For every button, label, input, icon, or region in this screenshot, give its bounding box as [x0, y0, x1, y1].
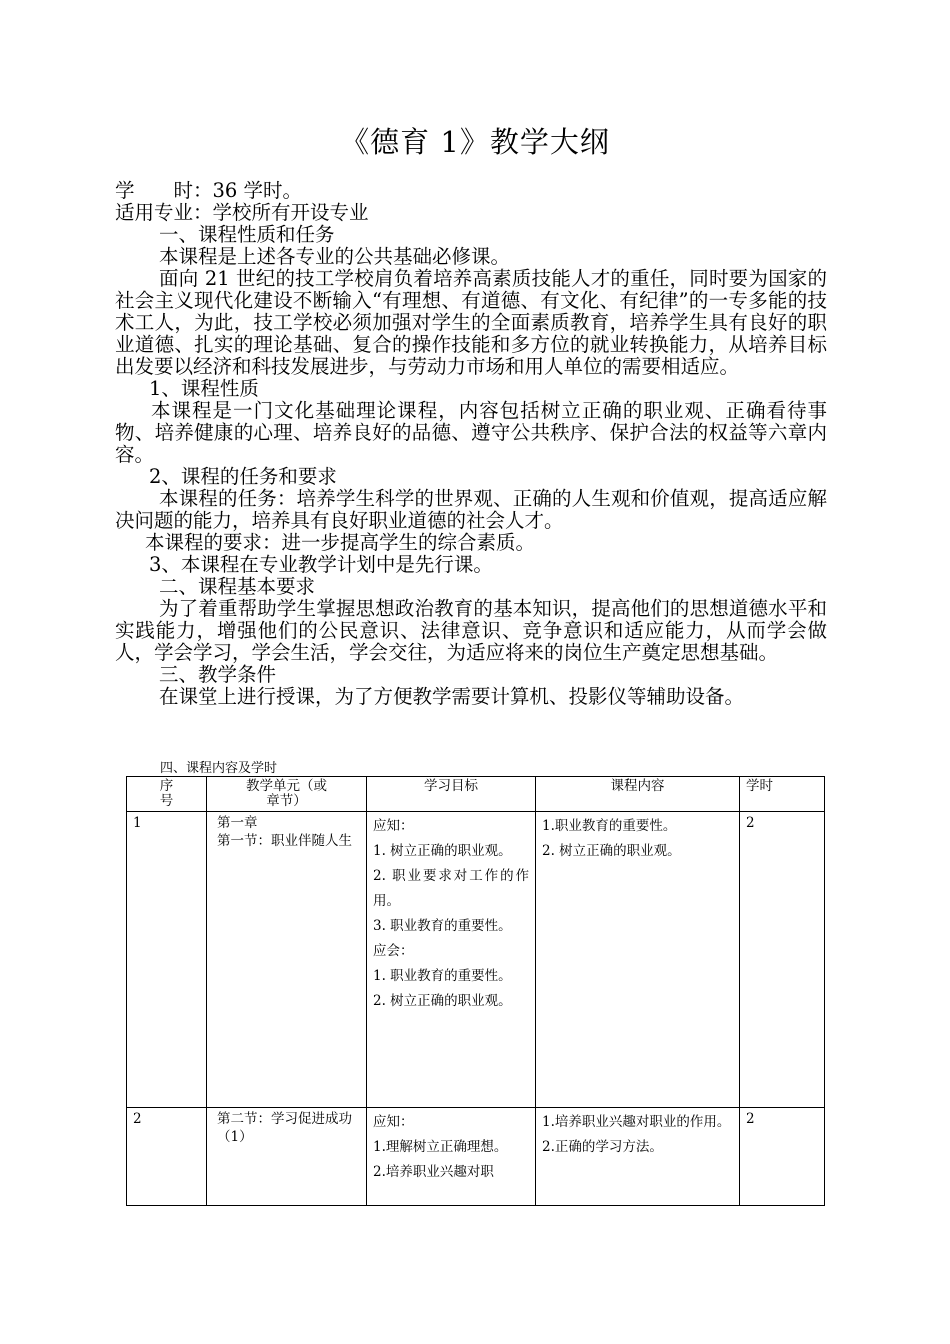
header-content: 课程内容	[536, 777, 740, 812]
subsection-2-heading: 2、课程的任务和要求	[149, 465, 337, 488]
subsection-1-text: 本课程是一门文化基础理论课程，内容包括树立正确的职业观、正确看待事物、培养健康的心理、培养良好的品德、遵守公共秩序、保护合法的权益等六章内容。	[115, 399, 827, 466]
content-item: 2.正确的学习方法。	[542, 1139, 663, 1155]
header-number-line2: 号	[159, 793, 174, 809]
content-item: 2. 树立正确的职业观。	[542, 843, 681, 859]
major-line: 适用专业：学校所有开设专业	[115, 201, 369, 224]
row-number: 2	[127, 1108, 207, 1206]
header-unit-line1: 教学单元（或	[246, 778, 327, 794]
row-hours: 2	[740, 812, 825, 1108]
header-unit	[207, 777, 367, 812]
document-title: 《德育 1》教学大纲	[340, 125, 610, 159]
section-1-heading: 一、课程性质和任务	[159, 223, 335, 246]
goal-item: 1. 树立正确的职业观。	[373, 843, 512, 859]
row-goals	[367, 1108, 536, 1206]
goal-item: 应会：	[373, 943, 414, 959]
row-unit	[207, 812, 367, 1108]
section-1-paragraph-2: 面向 21 世纪的技工学校肩负着培养高素质技能人才的重任，同时要为国家的社会主义现代化建设不断输入“有理想、有道德、有文化、有纪律”的一专多能的技术工人，为此，技工学校必须加强对学生的全面素质教育，培养学生具有良好的职业道德、扎实的理论基础、复合的操作技能和多方位的就业转换能力，从培养目标出发要以经济和科技发展进步，与劳动力市场和用人单位的需要相适应。	[115, 267, 827, 378]
row-hours: 2	[740, 1108, 825, 1206]
goal-item: 1. 职业教育的重要性。	[373, 968, 512, 984]
goal-item: 3. 职业教育的重要性。	[373, 918, 512, 934]
row-contents	[536, 1108, 740, 1206]
header-hours: 学时	[740, 777, 825, 812]
content-item: 1.培养职业兴趣对职业的作用。	[542, 1114, 731, 1130]
content-item: 1.职业教育的重要性。	[542, 818, 677, 834]
row-contents	[536, 812, 740, 1108]
table-row	[127, 812, 825, 1108]
goal-item: 1.理解树立正确理想。	[373, 1139, 508, 1155]
row-goals	[367, 812, 536, 1108]
header-goal: 学习目标	[367, 777, 536, 812]
section-4-heading: 四、课程内容及学时	[160, 761, 278, 776]
row-unit-line2: 第一节：职业伴随人生	[217, 833, 352, 849]
goal-item: 2. 树立正确的职业观。	[373, 993, 512, 1009]
row-number: 1	[127, 812, 207, 1108]
subsection-2-requirement: 本课程的要求：进一步提高学生的综合素质。	[145, 531, 536, 554]
subsection-3-text: 3、本课程在专业教学计划中是先行课。	[149, 553, 493, 576]
header-number-line1: 序	[159, 778, 174, 794]
table-header-row	[127, 777, 825, 812]
goal-item: 2. 职业要求对工作的作用。	[373, 868, 529, 909]
section-3-text: 在课堂上进行授课，为了方便教学需要计算机、投影仪等辅助设备。	[159, 685, 745, 708]
row-unit-line1: 第一章	[217, 815, 258, 831]
section-2-text: 为了着重帮助学生掌握思想政治教育的基本知识，提高他们的思想道德水平和实践能力，增强他们的公民意识、法律意识、竞争意识和适应能力，从而学会做人，学会学习，学会生活，学会交往，为适应将来的岗位生产奠定思想基础。	[115, 597, 827, 664]
row-unit	[207, 1108, 367, 1206]
section-1-paragraph-1: 本课程是上述各专业的公共基础必修课。	[159, 245, 511, 268]
subsection-2-task: 本课程的任务：培养学生科学的世界观、正确的人生观和价值观，提高适应解决问题的能力，培养具有良好职业道德的社会人才。	[115, 487, 827, 532]
section-3-heading: 三、教学条件	[159, 663, 277, 686]
goal-item: 应知：	[373, 1114, 414, 1130]
syllabus-table	[126, 776, 825, 1206]
subsection-1-heading: 1、课程性质	[149, 377, 259, 400]
table-row	[127, 1108, 825, 1206]
goal-item: 2.培养职业兴趣对职	[373, 1164, 494, 1180]
document-body	[115, 180, 827, 708]
goal-item: 应知：	[373, 818, 414, 834]
hours-line: 学 时：36 学时。	[115, 179, 303, 202]
header-number	[127, 777, 207, 812]
header-unit-line2: 章节）	[266, 793, 307, 809]
row-unit-line1: 第二节：学习促进成功（1）	[217, 1111, 352, 1145]
section-2-heading: 二、课程基本要求	[159, 575, 316, 598]
